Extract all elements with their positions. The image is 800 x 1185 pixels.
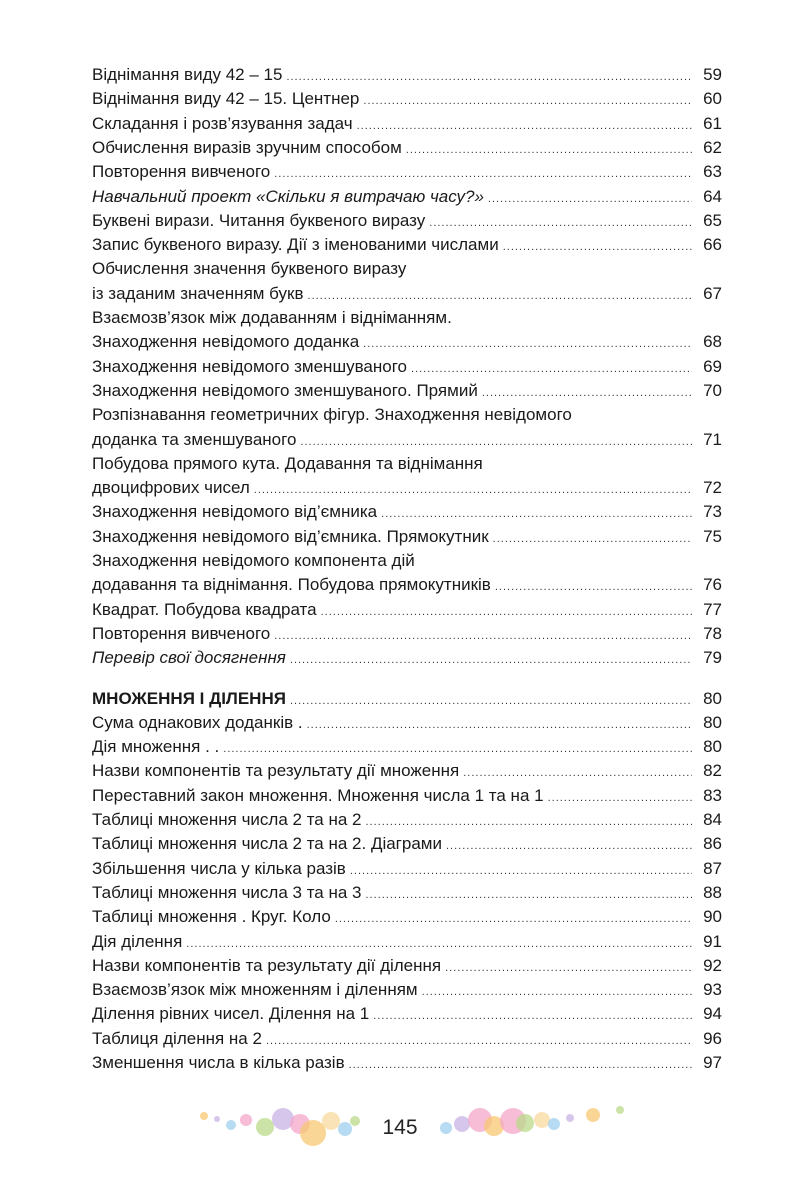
toc-dot-leader (488, 187, 692, 211)
toc-dot-leader (290, 648, 692, 672)
toc-entry-page: 59 (703, 65, 722, 84)
toc-entry (92, 63, 722, 87)
toc-entry (92, 881, 722, 905)
toc-dot-leader (503, 235, 692, 259)
toc-entry (92, 905, 722, 929)
toc-entry (92, 403, 722, 427)
toc-entry-page: 79 (703, 648, 722, 668)
toc-entry-title: Таблиці множення . Круг. Коло (92, 907, 331, 927)
toc-entry (92, 112, 722, 136)
toc-entry-title: Знаходження невідомого компонента дій (92, 551, 415, 570)
toc-entry-title: із заданим значенням букв (92, 283, 304, 303)
toc-entry (92, 711, 722, 735)
toc-entry (92, 808, 722, 832)
toc-entry-page: 87 (703, 858, 722, 878)
toc-entry-title: Обчислення виразів зручним способом (92, 137, 402, 157)
toc-entry-page: 80 (703, 737, 722, 757)
toc-entry-title: Знаходження невідомого доданка (92, 332, 360, 352)
toc-entry-page: 88 (703, 882, 722, 902)
toc-entry (92, 978, 722, 1002)
toc-entry-page: 70 (703, 380, 722, 400)
toc-entry-title: Розпізнавання геометричних фігур. Знаходження невідомого (92, 405, 572, 425)
toc-dot-leader (186, 932, 692, 956)
toc-entry (92, 1027, 722, 1051)
toc-entry (92, 257, 722, 281)
toc-entry-title: Збільшення числа у кілька разів (92, 858, 346, 878)
toc-entry-title: двоцифрових чисел (92, 478, 250, 498)
toc-entry (92, 1051, 722, 1075)
toc-entry-title: Таблиці множення числа 2 та на 2. Діаграми (92, 834, 442, 854)
toc-entry-title: Взаємозв’язок між додаванням і відніманням. (92, 308, 452, 327)
toc-entry-page: 73 (703, 502, 722, 522)
toc-entry-title: Віднімання виду 42 – 15 (92, 65, 283, 84)
toc-entry-page: 97 (703, 1053, 722, 1072)
toc-entry-title: Таблиця ділення на 2 (92, 1028, 262, 1048)
toc-entry-page: 67 (703, 283, 722, 303)
toc-entry-title: Квадрат. Побудова квадрата (92, 599, 317, 619)
toc-entry-title: Назви компонентів та результату дії множення (92, 761, 460, 781)
toc-entry (92, 759, 722, 783)
toc-entry-page: 83 (703, 785, 722, 805)
toc-entry-title: Переставний закон множення. Множення числа 1 та на 1 (92, 785, 544, 805)
toc-entry-title: Сума однакових доданків . (92, 712, 303, 732)
toc-entry (92, 185, 722, 209)
toc-entry-title: Знаходження невідомого зменшуваного (92, 356, 408, 376)
toc-entry-title: Взаємозв’язок між множенням і діленням (92, 980, 418, 1000)
toc-entry-title: Зменшення числа в кілька разів (92, 1053, 345, 1072)
toc-dot-leader (411, 357, 692, 381)
toc-entry-title: доданка та зменшуваного (92, 429, 297, 449)
toc-dot-leader (308, 284, 692, 308)
toc-entry-page: 62 (703, 137, 722, 157)
decorative-bubble (616, 1106, 624, 1114)
toc-dot-leader (548, 786, 692, 810)
toc-entry-title: Перевір свої досягнення (92, 648, 286, 668)
toc-entry (92, 549, 722, 573)
toc-entry (92, 355, 722, 379)
toc-entry-page: 80 (703, 688, 722, 708)
toc-entry-page: 71 (703, 429, 722, 449)
decorative-bubble (516, 1114, 534, 1132)
toc-entry (92, 573, 722, 597)
toc-entry-title: Таблиці множення числа 2 та на 2 (92, 810, 362, 829)
decorative-bubble (586, 1108, 600, 1122)
toc-dot-leader (223, 737, 692, 761)
toc-dot-leader (406, 138, 692, 162)
toc-entry (92, 687, 722, 711)
toc-entry (92, 1002, 722, 1026)
toc-entry-title: Знаходження невідомого від’ємника. Прямокутник (92, 526, 489, 546)
toc-entry-page: 84 (703, 810, 722, 829)
toc-dot-leader (363, 89, 692, 113)
toc-entry-title: Складання і розв’язування задач (92, 113, 353, 133)
toc-entry (92, 525, 722, 549)
toc-entry (92, 832, 722, 856)
toc-entry-page: 60 (703, 89, 722, 109)
toc-entry (92, 646, 722, 670)
toc-dot-leader (254, 478, 692, 502)
toc-entry-title: Навчальний проект «Скільки я витрачаю часу?» (92, 186, 484, 206)
toc-entry (92, 452, 722, 476)
toc-entry-title: Повторення вивченого (92, 623, 271, 643)
toc-entry-page: 94 (703, 1004, 722, 1024)
toc-entry-page: 92 (703, 955, 722, 975)
toc-entry-title: Знаходження невідомого від’ємника (92, 502, 378, 522)
toc-dot-leader (307, 713, 692, 737)
toc-dot-leader (266, 1029, 692, 1053)
toc-entry (92, 136, 722, 160)
toc-entry-page: 75 (703, 526, 722, 546)
toc-dot-leader (349, 1053, 692, 1077)
toc-dot-leader (274, 162, 692, 186)
toc-dot-leader (290, 689, 692, 713)
toc-entry-page: 72 (703, 478, 722, 498)
toc-entry (92, 233, 722, 257)
toc-dot-leader (373, 1004, 692, 1028)
toc-entry-title: МНОЖЕННЯ І ДІЛЕННЯ (92, 688, 286, 708)
toc-entry-page: 63 (703, 162, 722, 182)
toc-dot-leader (482, 381, 692, 405)
toc-entry (92, 282, 722, 306)
toc-entry-title: Дія ділення (92, 931, 183, 951)
toc-dot-leader (321, 600, 692, 624)
toc-entry-title: Буквені вирази. Читання буквеного виразу (92, 210, 426, 230)
decorative-bubble (440, 1122, 452, 1134)
decorative-bubble (548, 1118, 560, 1130)
toc-entry (92, 857, 722, 881)
toc-entry-title: Назви компонентів та результату дії ділення (92, 955, 442, 975)
toc-dot-leader (493, 527, 692, 551)
toc-entry (92, 379, 722, 403)
toc-dot-leader (381, 502, 692, 526)
toc-entry (92, 598, 722, 622)
toc-dot-leader (445, 956, 692, 980)
toc-dot-leader (300, 430, 692, 454)
toc-entry-page: 91 (703, 931, 722, 951)
toc-entry (92, 954, 722, 978)
toc-dot-leader (463, 761, 692, 785)
toc-entry-page: 64 (703, 186, 722, 206)
page-number: 145 (382, 1116, 418, 1139)
toc-dot-leader (495, 575, 692, 599)
toc-entry-title: Обчислення значення буквеного виразу (92, 259, 407, 279)
toc-dot-leader (274, 624, 692, 648)
toc-dot-leader (446, 834, 692, 858)
toc-entry (92, 500, 722, 524)
toc-entry-page: 80 (703, 712, 722, 732)
toc-entry (92, 622, 722, 646)
toc-entry-title: Дія множення . . (92, 737, 220, 757)
toc-entry (92, 330, 722, 354)
toc-dot-leader (350, 859, 692, 883)
toc-entry-title: додавання та віднімання. Побудова прямокутників (92, 575, 491, 595)
toc-entry-page: 66 (703, 235, 722, 255)
toc-entry (92, 160, 722, 184)
toc-entry-page: 68 (703, 332, 722, 352)
toc-dot-leader (335, 907, 692, 931)
toc-entry-page: 76 (703, 575, 722, 595)
toc-entry-page: 93 (703, 980, 722, 1000)
toc-dot-leader (286, 65, 692, 89)
toc-entry (92, 930, 722, 954)
toc-entry-page: 86 (703, 834, 722, 854)
toc-dot-leader (366, 883, 693, 907)
toc-entry (92, 428, 722, 452)
toc-entry-page: 69 (703, 356, 722, 376)
toc-entry (92, 476, 722, 500)
toc-entry-page: 78 (703, 623, 722, 643)
toc-dot-leader (357, 114, 692, 138)
decorative-bubble (566, 1114, 574, 1122)
toc-entry (92, 784, 722, 808)
toc-dot-leader (363, 332, 692, 356)
toc-entry-page: 96 (703, 1028, 722, 1048)
toc-entry-title: Віднімання виду 42 – 15. Центнер (92, 89, 360, 109)
toc-entry-title: Повторення вивченого (92, 162, 271, 182)
toc-entry-page: 61 (703, 113, 722, 133)
toc-entry-page: 82 (703, 761, 722, 781)
toc-dot-leader (429, 211, 692, 235)
toc-entry (92, 306, 722, 330)
toc-entry-title: Запис буквеного виразу. Дії з іменованими числами (92, 235, 499, 255)
toc-entry-page: 90 (703, 907, 722, 927)
toc-entry (92, 735, 722, 759)
toc-entry-title: Ділення рівних чисел. Ділення на 1 (92, 1004, 370, 1024)
toc-dot-leader (422, 980, 692, 1004)
toc-entry-page: 65 (703, 210, 722, 230)
toc-entry-title: Знаходження невідомого зменшуваного. Прямий (92, 380, 478, 400)
toc-entry-title: Таблиці множення числа 3 та на 3 (92, 882, 362, 902)
toc-entry (92, 209, 722, 233)
toc-entry-title: Побудова прямого кута. Додавання та віднімання (92, 453, 483, 473)
toc-dot-leader (366, 810, 693, 834)
toc-entry (92, 87, 722, 111)
toc-entry-page: 77 (703, 599, 722, 619)
